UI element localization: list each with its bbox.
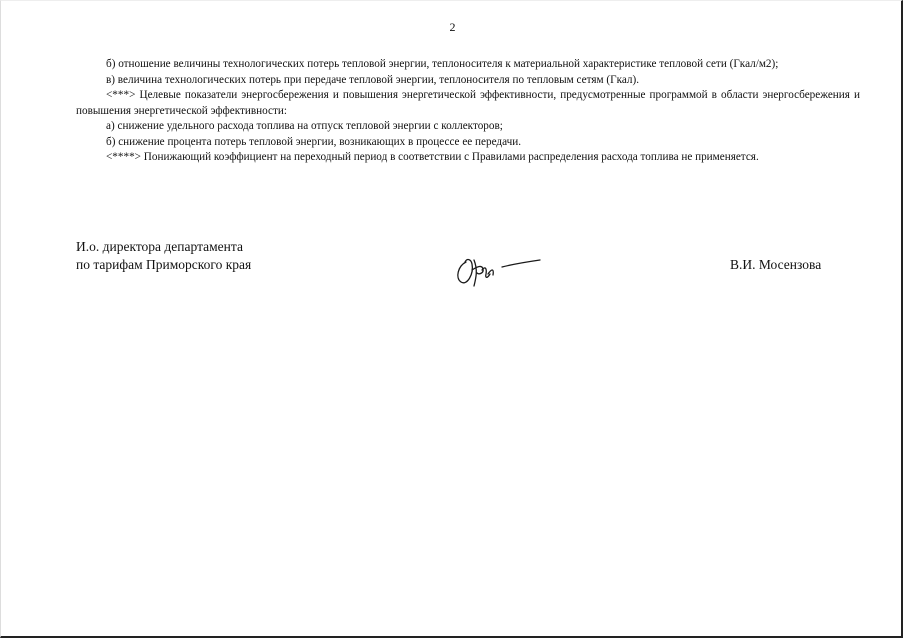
paragraph-loss-percent-reduction: б) снижение процента потерь тепловой энергии, возникающих в процессе ее передачи. (106, 135, 522, 148)
page-number: 2 (449, 20, 456, 34)
document-body (76, 57, 860, 166)
position-line-2: по тарифам Приморского края (76, 257, 252, 272)
paragraph-fuel-reduction: а) снижение удельного расхода топлива на отпуск тепловой энергии с коллекторов; (106, 120, 503, 132)
signer-name: В.И. Мосензова (730, 257, 822, 272)
paragraph-ratio-losses: б) отношение величины технологических потерь тепловой энергии, теплоносителя к материальной характеристике тепловой сети (Гкал/м2); (106, 58, 779, 70)
paragraph-footnote-targets: <***> Целевые показатели энергосбережения и повышения энергетической эффективности, предусмотренные программой в области энергосбережения и повышения энергетической эффективности: (76, 89, 860, 117)
signatory-position (76, 238, 251, 274)
paragraph-footnote-coefficient: <****> Понижающий коэффициент на переходный период в соответствии с Правилами распределения расхода топлива не применяется. (106, 151, 759, 163)
paragraph-loss-value: в) величина технологических потерь при передаче тепловой энергии, теплоносителя по тепловым сетям (Гкал). (106, 73, 640, 86)
position-line-1: И.о. директора департамента (76, 239, 243, 254)
handwritten-signature-icon (452, 248, 544, 290)
